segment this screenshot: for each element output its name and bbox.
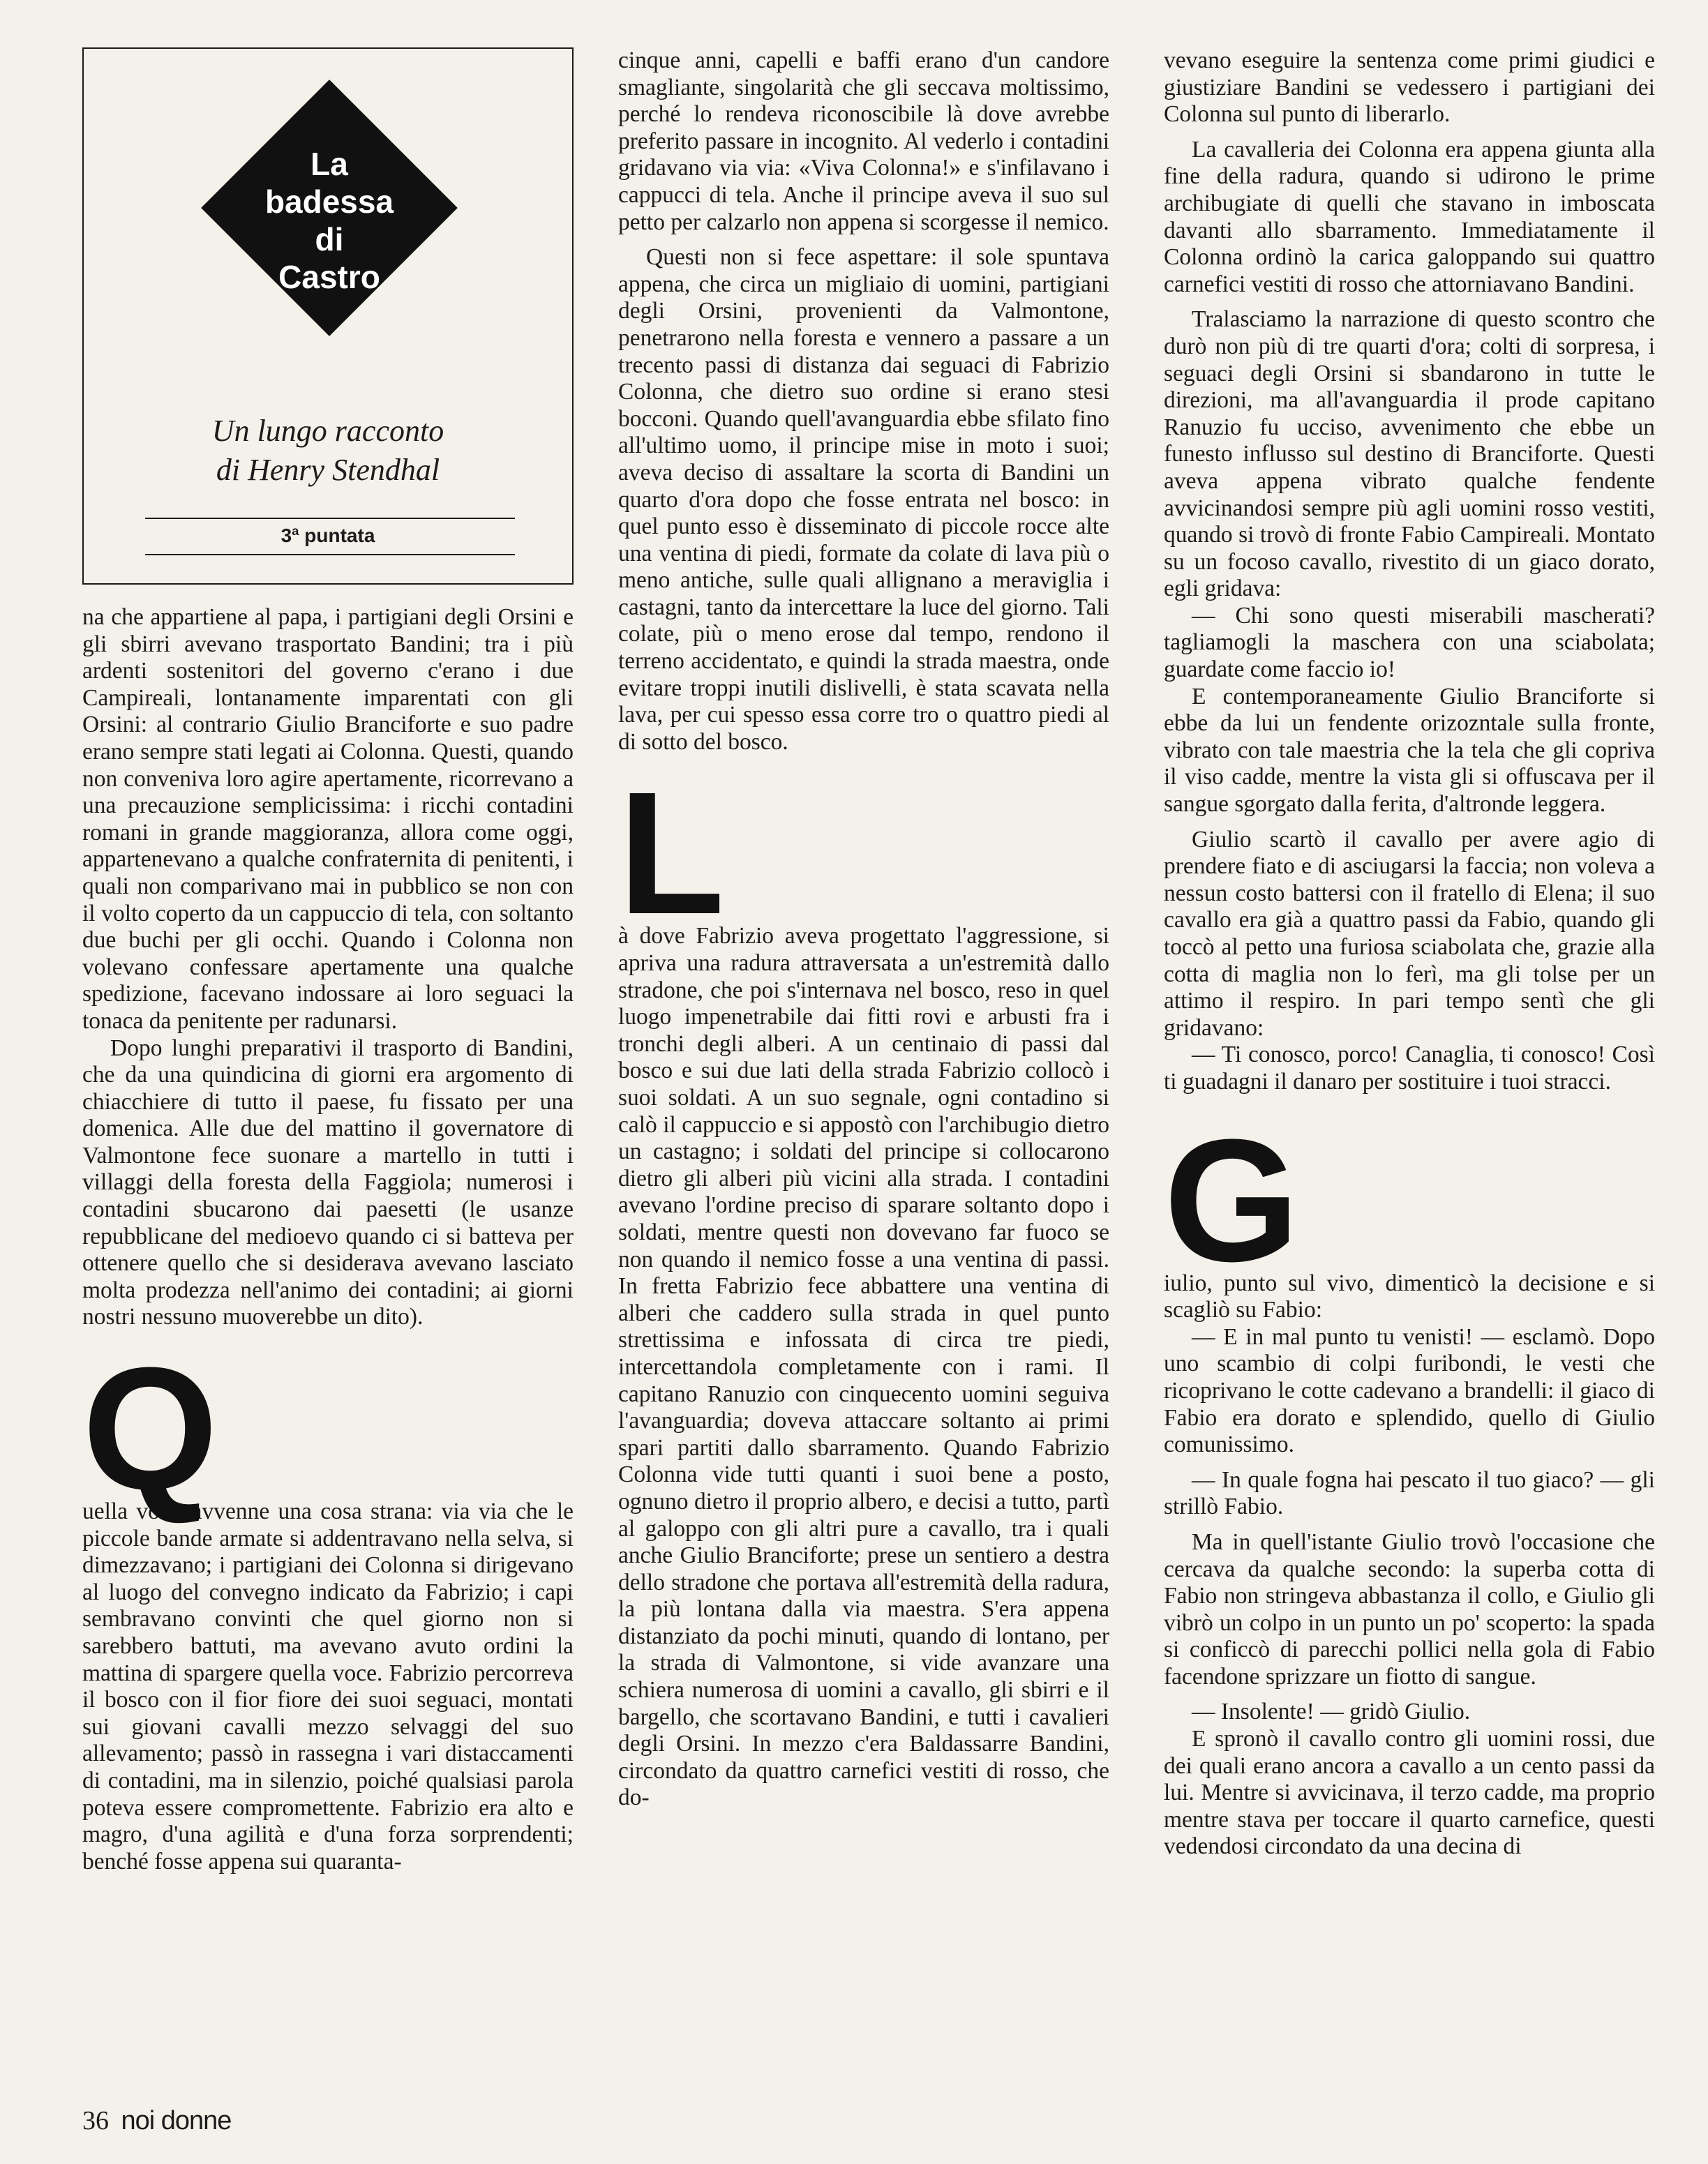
dialogue: — In quale fogna hai pescato il tuo giaco? — gli strillò Fabio. xyxy=(1164,1466,1655,1520)
divider xyxy=(145,554,515,555)
paragraph: na che appartiene al papa, i partigiani degli Orsini e gli sbirri avevano trasportato Bandini; tra i più ardenti sostenitori del governo c'erano i due Campireali, lontanamente imparentati con gli Orsini: al contrario Giulio Branciforte e suo padre erano sempre stati legati ai Colonna. Questi, quando non conveniva loro agire apertamente, ricorrevano a una precauzione semplicissima: i ricchi contadini romani in grande maggioranza, allora come oggi, appartenevano a qualche confraternita di penitenti, i quali non comparivano mai in pubblico se non con il volto coperto da un cappuccio di tela, con soltanto due buchi per gli occhi. Quando i Colonna non volevano confessare apertamente una qualche spedizione, facevano indossare ai loro seguaci la tonaca da penitente per radunarsi. xyxy=(82,604,574,1034)
paragraph: uella volta avvenne una cosa strana: via via che le piccole bande armate si addentravano nella selva, si dimezzavano; i partigiani dei Colonna si dirigevano al luogo del convegno indicato da Fabrizio; i capi sembravano convinti che quel giorno non si sarebbero battuti, ma avevano avuto ordini la mattina di spargere quella voce. Fabrizio percorreva il bosco con il fior fiore dei suoi seguaci, montati sui giovani cavalli mezzo selvaggi del suo allevamento; passò in rassegna i vari distaccamenti di contadini, ma in silenzio, poiché qualsiasi parola poteva essere compromettente. Fabrizio era alto e magro, d'una agilità e d'una forza sorprendenti; benché fosse appena sui quaranta- xyxy=(82,1498,574,1874)
dialogue: — Ti conosco, porco! Canaglia, ti conosco! Così ti guadagni il danaro per sostituire i tuoi stracci. xyxy=(1164,1042,1655,1095)
paragraph: Questi non si fece aspettare: il sole spuntava appena, che circa un migliaio di uomini, partigiani degli Orsini, provenienti da Valmontone, penetrarono nella foresta e vennero a passare a un trecento passi di distanza dai seguaci di Fabrizio Colonna, che dietro suo ordine si erano stesi bocconi. Quando quell'avanguardia ebbe sfilato fino all'ultimo uomo, il principe mise in moto i suoi; aveva deciso di assaltare la scorta di Bandini un quarto d'ora dopo che fosse entrata nel bosco: in quel punto esso è disseminato di piccole rocce alte una ventina di piedi, formate da colate di lava più o meno antiche, sulle quali allignano a meraviglia i castagni, tanto da intercettare la luce del giorno. Tali colate, più o meno erose dal tempo, rendono il terreno accidentato, e quindi la strada maestra, onde evitare troppi inutili dislivelli, è stata scavata nella lava, per cui spesso essa corre tro o quattro piedi al di sotto del bosco. xyxy=(618,244,1109,755)
paragraph: Giulio scartò il cavallo per avere agio di prendere fiato e di asciugarsi la faccia; non voleva a nessun costo battersi con il fratello di Elena; il suo cavallo era già a quattro passi da Fabio, quando gli toccò al petto una furiosa sciabolata che, grazie alla cotta di maglia non lo ferì, ma gli tolse per un attimo il respiro. In pari tempo sentì che gli gridavano: xyxy=(1164,826,1655,1041)
page-footer xyxy=(82,2105,231,2136)
dialogue: — Chi sono questi miserabili mascherati? tagliamogli la maschera con una sciabolata; guardate come faccio io! xyxy=(1164,602,1655,683)
divider xyxy=(145,518,515,519)
title-box xyxy=(82,47,574,585)
dialogue: — Insolente! — gridò Giulio. xyxy=(1192,1699,1471,1725)
paragraph: Dopo lunghi preparativi il trasporto di Bandini, che da una quindicina di giorni era argomento di chiacchiere di tutto il paese, fu fissato per una domenica. Alle due del mattino il governatore di Valmontone fece suonare a martello in tutti i villaggi della foresta della Faggiola; numerosi i contadini sbucarono dai paesetti (le usanze repubblicane del medioevo quando ci si batteva per ottenere quello che si desiderava avevano lasciato molta prodezza nell'animo dei contadini; ai giorni nostri nessuno muoverebbe un dito). xyxy=(82,1035,574,1330)
column-1 xyxy=(82,47,574,1875)
paragraph: Tralasciamo la narrazione di questo scontro che durò non più di tre quarti d'ora; colti di sorpresa, i seguaci degli Orsini si sbandarono in tutte le direzioni, ma all'avanguardia il prode capitano Ranuzio fu ucciso, avvenimento che ebbe un funesto influsso sul destino di Branciforte. Questi aveva appena vibrato qualche fendente avvicinandosi sempre più agli uomini rosso vestiti, quando si trovò di fronte Fabio Campireali. Montato su un focoso cavallo, rivestito di un giaco dorato, egli gridava: xyxy=(1164,306,1655,602)
paragraph: cinque anni, capelli e baffi erano d'un candore smagliante, singolarità che gli seccava moltissimo, perché lo rendeva riconoscibile là dove avrebbe preferito passare in incognito. Al vederlo i contadini gridavano via via: «Viva Colonna!» e s'infilavano i cappucci di tela. Anche il principe aveva il suo sul petto per calzarlo non appena si scorgesse il nemico. xyxy=(618,47,1109,235)
paragraph: à dove Fabrizio aveva progettato l'aggressione, si apriva una radura attraversata a un'estremità dallo stradone, che poi s'internava nel bosco, reso in quel luogo impenetrabile dai fitti rovi e arbusti fra i tronchi degli alberi. A un centinaio di passi dal bosco e sui due lati della strada Fabrizio collocò i suoi soldati. A un suo segnale, ogni contadino si calò il cappuccio e si appostò con l'archibugio dietro un castagno; i soldati del principe si collocarono dietro gli alberi più vicini alla strada. I contadini avevano l'ordine preciso di sparare soltanto dopo i soldati, mentre questi non dovevano far fuoco se non quando il nemico fosse a una ventina di passi. In fretta Fabrizio fece abbattere una ventina di alberi che caddero sulla strada in quel punto strettissima e infossata di circa tre piedi, intercettandola completamente con i rami. Il capitano Ranuzio con cinquecento uomini seguiva l'avanguardia; doveva attaccare soltanto ai primi spari partiti dallo sbarramento. Quando Fabrizio Colonna vide tutti quanti i suoi bene a posto, ognuno dietro il proprio albero, e decisi a tutto, partì al galoppo con gli altri pure a cavallo, tra i quali anche Giulio Branciforte; prese un sentiero a destra dello stradone che portava all'estremità della radura, la più lontana dalla via maestra. S'era appena distanziato da pochi minuti, quando di lontano, per la strada di Valmontone, si vide avanzare una schiera numerosa di uomini a cavallo, gli sbirri e il bargello, che scortavano Bandini, e tutti i cavalieri degli Orsini. In mezzo c'era Baldassarre Bandini, circondato da quattro carnefici vestiti di rosso, che do- xyxy=(618,923,1109,1811)
drop-cap: G xyxy=(1164,1102,1300,1298)
paragraph: iulio, punto sul vivo, dimenticò la decisione e si scagliò su Fabio: xyxy=(1164,1270,1655,1323)
episode-label: 3ª puntata xyxy=(280,525,375,546)
title-diamond xyxy=(200,78,459,338)
magazine-name: noi donne xyxy=(121,2106,232,2135)
paragraph: Ma in quell'istante Giulio trovò l'occasione che cercava da qualche secondo: la superba cotta di Fabio non stringeva abbastanza il collo, e Giulio gli vibrò un colpo in un punto un po' scoperto: la spada si conficcò di parecchi pollici nella gola di Fabio facendone sprizzare un fiotto di sangue. xyxy=(1164,1528,1655,1690)
article-title: La badessa di Castro xyxy=(264,146,394,295)
article-subtitle: Un lungo racconto di Henry Stendhal xyxy=(211,414,444,487)
column-3 xyxy=(1164,47,1655,1861)
section-start xyxy=(618,756,1109,951)
page-number: 36 xyxy=(82,2106,109,2135)
drop-cap: L xyxy=(618,756,725,951)
paragraph: E contemporaneamente Giulio Branciforte si ebbe da lui un fendente orizozntale sulla fronte, vibrato con tale maestria che la tela che gli copriva il viso cadde, mentre la vista gli si offuscava per il sangue sgorgato dalla ferita, d'altronde leggera. xyxy=(1164,683,1655,818)
paragraph: La cavalleria dei Colonna era appena giunta alla fine della radura, quando si udirono le prime archibugiate di quelli che stavano in imboscata davanti allo sbarramento. Immediatamente il Colonna ordinò la carica galoppando sui quattro carnefici vestiti di rosso che attorniavano Bandini. xyxy=(1164,136,1655,297)
column-2 xyxy=(618,47,1109,1812)
dialogue: — E in mal punto tu venisti! — esclamò. Dopo uno scambio di colpi furibondi, le vesti che ricoprivano le cotte cadevano a brandelli: il giaco di Fabio era dorato e splendido, quello di Giulio comunissimo. xyxy=(1164,1323,1655,1458)
section-start xyxy=(82,1331,574,1526)
paragraph: vevano eseguire la sentenza come primi giudici e giustiziare Bandini se vedessero i partigiani dei Colonna sul punto di liberarlo. xyxy=(1164,47,1655,128)
paragraph: E spronò il cavallo contro gli uomini rossi, due dei quali erano ancora a cavallo a un cento passi da lui. Mentre si avvicinava, il terzo cadde, ma proprio mentre stava per toccare il quarto carnefice, questi vedendosi circondato da una decina di xyxy=(1164,1726,1655,1860)
drop-cap: Q xyxy=(82,1331,218,1526)
